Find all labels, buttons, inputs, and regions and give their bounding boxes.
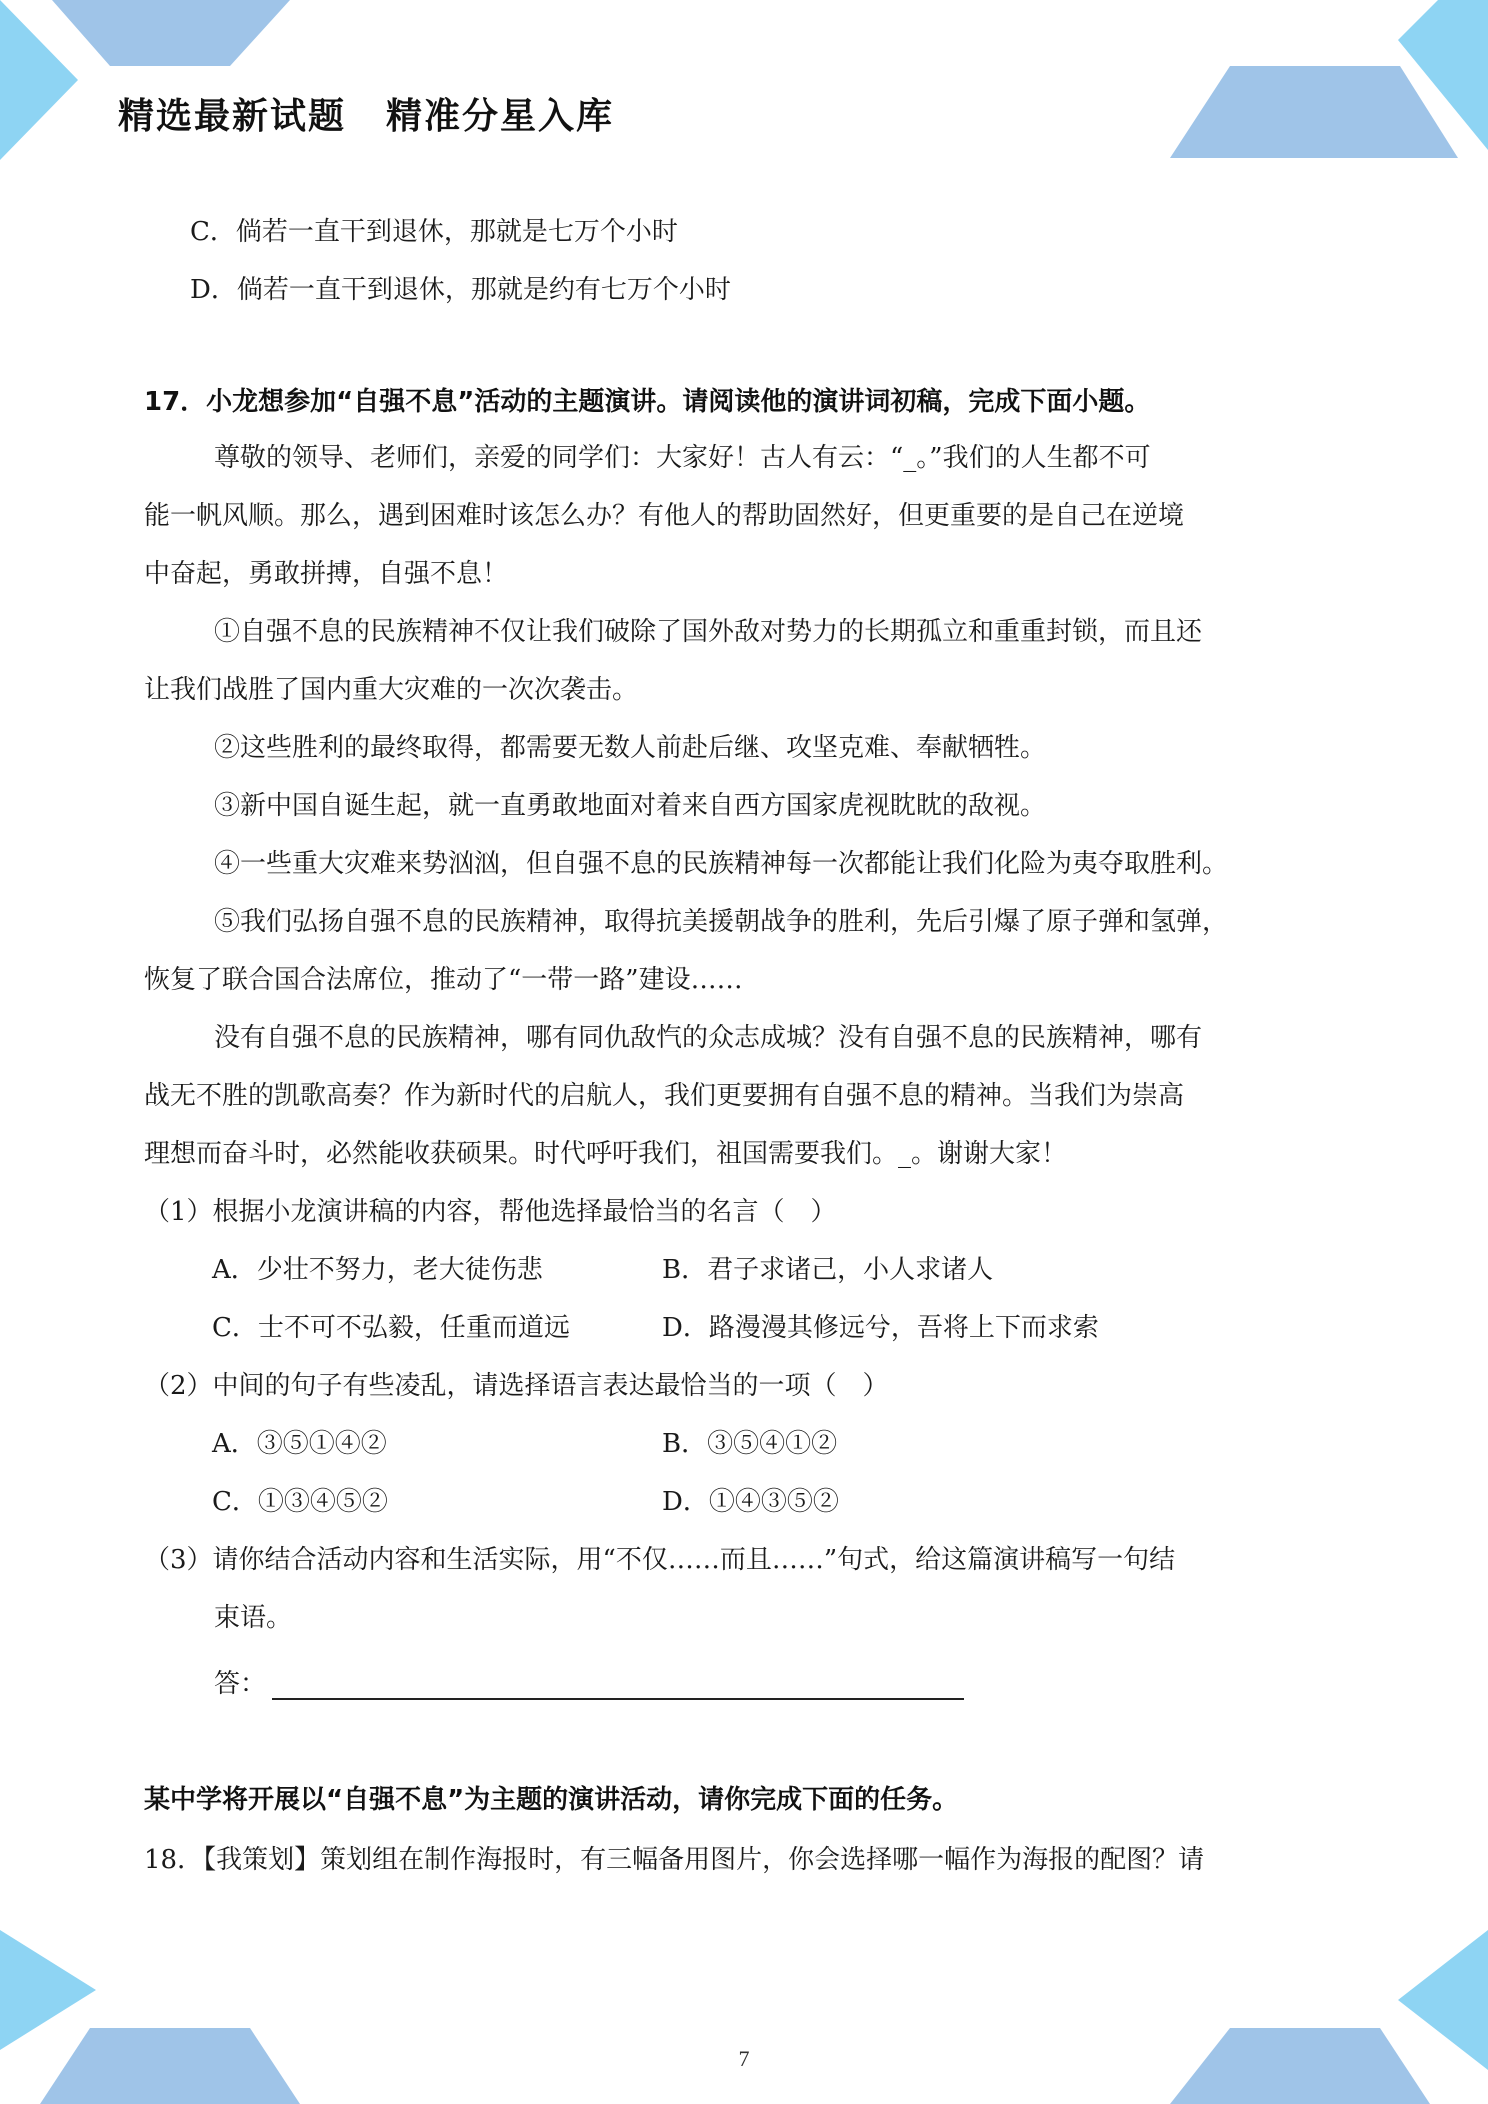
subq2-option-c: C．①③④⑤② xyxy=(212,1487,388,1517)
sentence-1-line2: 让我们战胜了国内重大灾难的一次次袭击。 xyxy=(144,675,639,705)
subq2-option-a: A．③⑤①④② xyxy=(212,1429,387,1459)
speech-para3-line2: 战无不胜的凯歌高奏？作为新时代的启航人，我们更要拥有自强不息的精神。当我们为崇高 xyxy=(144,1081,1185,1111)
subq3-prompt-line2: 束语。 xyxy=(214,1603,293,1633)
answer-blank-line[interactable] xyxy=(272,1698,964,1700)
sentence-4: ④一些重大灾难来势汹汹，但自强不息的民族精神每一次都能让我们化险为夷夺取胜利。 xyxy=(214,849,1229,879)
q17-stem: 17．小龙想参加“自强不息”活动的主题演讲。请阅读他的演讲词初稿，完成下面小题。 xyxy=(144,387,1151,417)
header-title-part1: 精选最新试题 xyxy=(118,96,347,137)
subq2-prompt: （2）中间的句子有些凌乱，请选择语言表达最恰当的一项（ ） xyxy=(144,1371,889,1401)
q16-option-c: C．倘若一直干到退休，那就是七万个小时 xyxy=(190,217,678,247)
sentence-5-line2: 恢复了联合国合法席位，推动了“一带一路”建设…… xyxy=(144,965,743,995)
sentence-2: ②这些胜利的最终取得，都需要无数人前赴后继、攻坚克难、奉献牺牲。 xyxy=(214,733,1047,763)
subq2-option-b: B．③⑤④①② xyxy=(662,1429,838,1459)
sentence-1-line1: ①自强不息的民族精神不仅让我们破除了国外敌对势力的长期孤立和重重封锁，而且还 xyxy=(214,617,1203,647)
top-left-triangle xyxy=(0,0,78,160)
speech-para1-line1: 尊敬的领导、老师们，亲爱的同学们：大家好！古人有云：“_。”我们的人生都不可 xyxy=(214,443,1151,473)
subq1-prompt: （1）根据小龙演讲稿的内容，帮他选择最恰当的名言（ ） xyxy=(144,1197,837,1227)
sentence-3: ③新中国自诞生起，就一直勇敢地面对着来自西方国家虎视眈眈的敌视。 xyxy=(214,791,1047,821)
subq1-option-d: D．路漫漫其修远兮，吾将上下而求索 xyxy=(662,1313,1099,1343)
header-title-part2: 精准分星入库 xyxy=(386,96,615,137)
speech-para3-line1: 没有自强不息的民族精神，哪有同仇敌忾的众志成城？没有自强不息的民族精神，哪有 xyxy=(214,1023,1203,1053)
bottom-left-triangle xyxy=(0,1930,96,2050)
sentence-5-line1: ⑤我们弘扬自强不息的民族精神，取得抗美援朝战争的胜利，先后引爆了原子弹和氢弹， xyxy=(214,907,1229,937)
speech-para3-line3: 理想而奋斗时，必然能收获硕果。时代呼吁我们，祖国需要我们。_。谢谢大家！ xyxy=(144,1139,1068,1169)
subq1-option-c: C．士不可不弘毅，任重而道远 xyxy=(212,1313,570,1343)
bottom-left-decoration xyxy=(0,1930,320,2104)
top-right-trapezoid xyxy=(1170,66,1458,158)
subq2-option-d: D．①④③⑤② xyxy=(662,1487,839,1517)
speech-para1-line3: 中奋起，勇敢拼搏，自强不息！ xyxy=(144,559,509,589)
q16-option-d: D．倘若一直干到退休，那就是约有七万个小时 xyxy=(190,275,731,305)
page-header-title xyxy=(118,88,614,139)
bottom-right-decoration xyxy=(1150,1930,1488,2104)
subq1-option-a: A．少壮不努力，老大徒伤悲 xyxy=(212,1255,543,1285)
q18-stem: 18．【我策划】策划组在制作海报时，有三幅备用图片，你会选择哪一幅作为海报的配图？请 xyxy=(144,1845,1205,1875)
page-number: 7 xyxy=(738,2046,750,2071)
speech-para1-line2: 能一帆风顺。那么，遇到困难时该怎么办？有他人的帮助固然好，但更重要的是自己在逆境 xyxy=(144,501,1185,531)
subq1-option-b: B．君子求诸己，小人求诸人 xyxy=(662,1255,994,1285)
top-left-trapezoid xyxy=(52,0,290,66)
top-left-decoration xyxy=(0,0,300,170)
subq3-prompt-line1: （3）请你结合活动内容和生活实际，用“不仅……而且……”句式，给这篇演讲稿写一句结 xyxy=(144,1545,1176,1575)
top-right-decoration xyxy=(1170,0,1488,170)
answer-label: 答： xyxy=(214,1669,267,1699)
section-intro: 某中学将开展以“自强不息”为主题的演讲活动，请你完成下面的任务。 xyxy=(144,1785,959,1815)
